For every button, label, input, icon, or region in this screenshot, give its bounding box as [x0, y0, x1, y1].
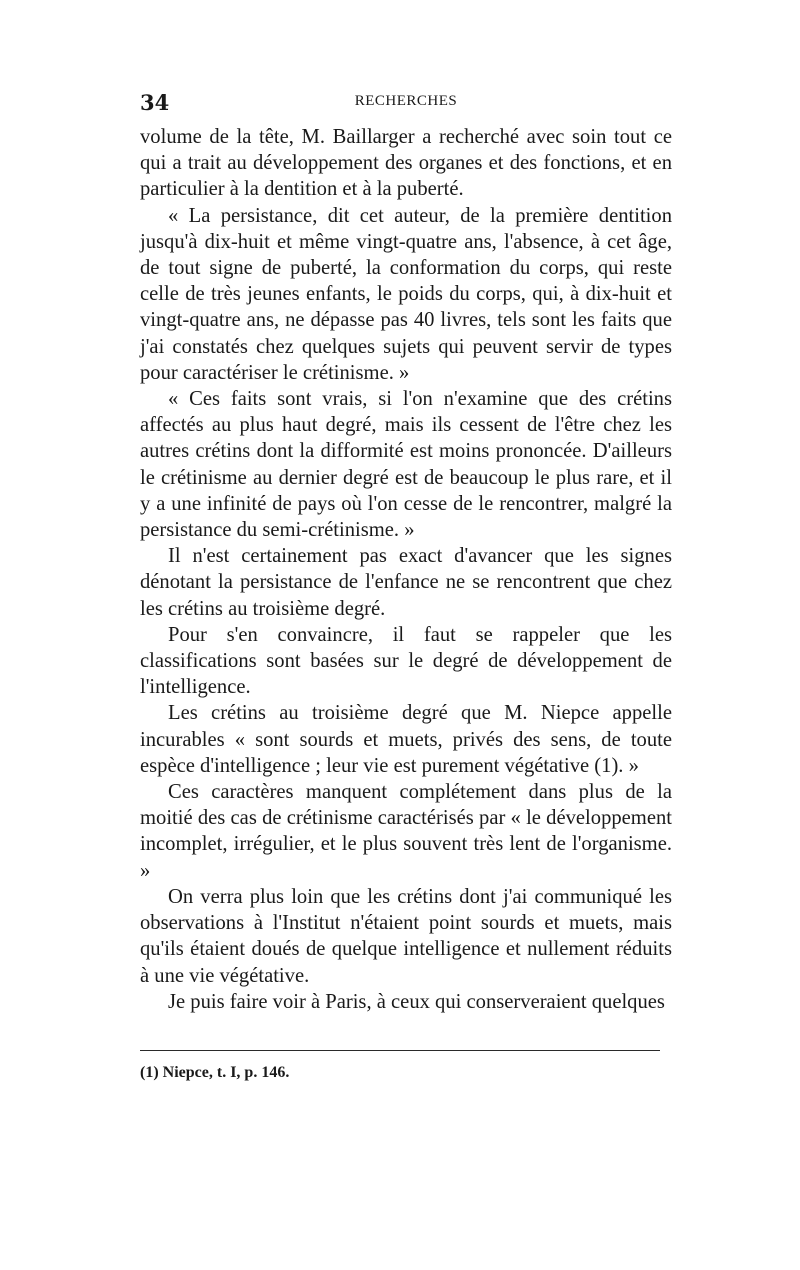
paragraph: On verra plus loin que les crétins dont j'ai communiqué les observations à l'Institut n'étaient point sourds et muets, mais qu'ils étaient doués de quelque intelligence et nullement réduits à une vie végétative.: [140, 885, 672, 987]
paragraph: Pour s'en convaincre, il faut se rappeler que les classifications sont basées sur le degré de développement de l'intelligence.: [140, 623, 672, 699]
body-text: [140, 124, 672, 1015]
paragraph: volume de la tête, M. Baillarger a recherché avec soin tout ce qui a trait au développement des organes et des fonctions, et en particulier à la dentition et à la puberté.: [140, 126, 672, 201]
page-number: 34: [140, 90, 170, 115]
running-head: RECHERCHES: [354, 93, 458, 109]
footnote-divider: [140, 1050, 660, 1051]
paragraph: Je puis faire voir à Paris, à ceux qui conserveraient quelques: [168, 990, 665, 1013]
paragraph: Les crétins au troisième degré que M. Niepce appelle incurables « sont sourds et muets, privés des sens, de toute espèce d'intelligence ; leur vie est purement végétative (1). »: [140, 702, 672, 777]
paragraph: « La persistance, dit cet auteur, de la première dentition jusqu'à dix-huit et même vingt-quatre ans, l'absence, à cet âge, de tout signe de puberté, la conformation du corps, qui reste celle de très jeunes enfants, le poids du corps, qui, à dix-huit et vingt-quatre ans, ne dépasse pas 40 livres, tels sont les faits que j'ai constatés chez quelques sujets qui peuvent servir de types pour caractériser le crétinisme. »: [140, 204, 672, 384]
paragraph: Ces caractères manquent complétement dans plus de la moitié des cas de crétinisme caractérisés par « le développement incomplet, irrégulier, et le plus souvent très lent de l'organisme. »: [140, 781, 672, 882]
paragraph: « Ces faits sont vrais, si l'on n'examine que des crétins affectés au plus haut degré, mais ils cessent de l'être chez les autres crétins dont la difformité est moins prononcée. D'ailleurs le crétinisme au dernier degré est de beaucoup le plus rare, et il y a une infinité de pays où l'on cesse de le rencontrer, malgré la persistance du semi-crétinisme. »: [140, 388, 672, 542]
page-header: [140, 90, 672, 116]
paragraph: Il n'est certainement pas exact d'avancer que les signes dénotant la persistance de l'enfance ne se rencontrent que chez les crétins au troisième degré.: [140, 545, 672, 620]
footnote: (1) Niepce, t. I, p. 146.: [140, 1064, 290, 1081]
